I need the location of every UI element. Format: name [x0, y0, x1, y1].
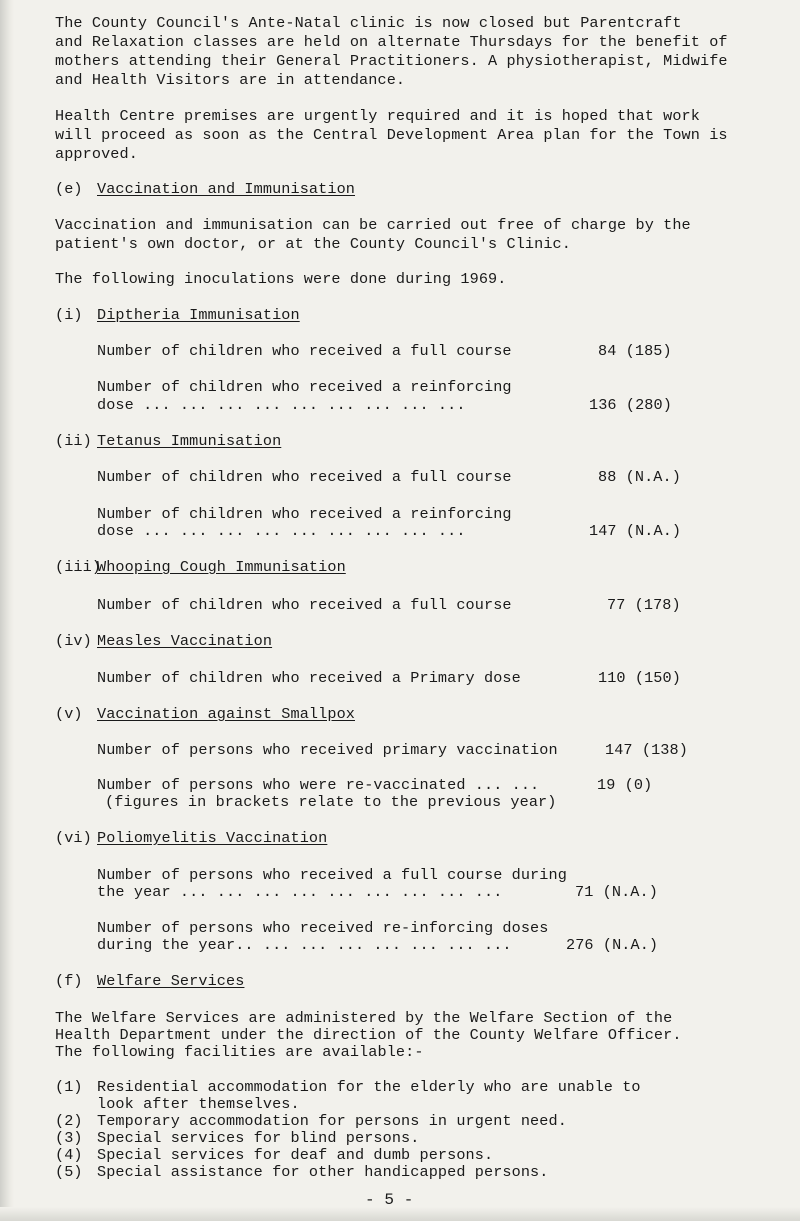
- row-value: 77 (178): [607, 596, 681, 615]
- page-number: - 5 -: [365, 1191, 414, 1209]
- row-value: 147 (138): [605, 741, 688, 760]
- page-shadow-left: [0, 0, 14, 1221]
- row-label: Number of children who received a full course: [97, 342, 512, 361]
- sub-v-marker: (v): [55, 705, 83, 724]
- list-item: Special services for blind persons.: [97, 1129, 420, 1148]
- section-e-paragraph-line: Vaccination and immunisation can be carried out free of charge by the: [55, 216, 691, 235]
- section-f-paragraph-line: The following facilities are available:-: [55, 1043, 424, 1062]
- section-e-heading: Vaccination and Immunisation: [97, 179, 355, 198]
- list-item: Special services for deaf and dumb persons.: [97, 1146, 494, 1165]
- list-item-number: (1): [55, 1077, 83, 1096]
- intro-line: and Health Visitors are in attendance.: [55, 70, 406, 89]
- section-f-paragraph-line: Health Department under the direction of the County Welfare Officer.: [55, 1025, 682, 1044]
- row-label: dose ... ... ... ... ... ... ... ... ...: [97, 395, 466, 414]
- sub-i-heading: Diptheria Immunisation: [97, 305, 300, 324]
- row-label: Number of children who received a full course: [97, 468, 512, 487]
- page-shadow-bottom: [0, 1207, 800, 1221]
- sub-vi-heading: Poliomyelitis Vaccination: [97, 829, 328, 848]
- row-label: during the year.. ... ... ... ... ... ... ...: [97, 936, 512, 955]
- list-item-number: (5): [55, 1163, 83, 1182]
- list-item: Temporary accommodation for persons in urgent need.: [97, 1111, 567, 1130]
- sub-i-marker: (i): [55, 305, 83, 324]
- row-label: dose ... ... ... ... ... ... ... ... ...: [97, 521, 466, 540]
- sub-iv-heading: Measles Vaccination: [97, 632, 273, 651]
- row-label: Number of children who received a reinforcing: [97, 504, 512, 523]
- row-label: Number of children who received a Primary dose: [97, 668, 521, 687]
- row-label: the year ... ... ... ... ... ... ... ... ...: [97, 882, 503, 901]
- list-item-number: (2): [55, 1111, 83, 1130]
- sub-ii-heading: Tetanus Immunisation: [97, 431, 282, 450]
- row-label: Number of persons who received re-inforcing doses: [97, 918, 549, 937]
- sub-iv-marker: (iv): [55, 632, 92, 651]
- row-label: Number of persons who were re-vaccinated ... ...: [97, 775, 540, 794]
- section-f-paragraph-line: The Welfare Services are administered by the Welfare Section of the: [55, 1008, 673, 1027]
- row-value: 84 (185): [598, 342, 672, 361]
- row-label: Number of persons who received a full course during: [97, 865, 567, 884]
- row-label: Number of persons who received primary vaccination: [97, 741, 558, 760]
- sub-v-heading: Vaccination against Smallpox: [97, 705, 355, 724]
- intro-line: and Relaxation classes are held on alternate Thursdays for the benefit of: [55, 32, 728, 51]
- list-item: Special assistance for other handicapped persons.: [97, 1163, 549, 1182]
- footnote: (figures in brackets relate to the previous year): [105, 792, 557, 811]
- section-e-paragraph-line: patient's own doctor, or at the County Council's Clinic.: [55, 235, 571, 254]
- premises-line: will proceed as soon as the Central Development Area plan for the Town is: [55, 126, 728, 145]
- sub-vi-marker: (vi): [55, 829, 92, 848]
- list-item-number: (3): [55, 1129, 83, 1148]
- list-item: Residential accommodation for the elderly who are unable to: [97, 1077, 641, 1096]
- row-value: 110 (150): [598, 668, 681, 687]
- sub-iii-marker: (iii): [55, 557, 102, 576]
- premises-line: approved.: [55, 145, 138, 164]
- row-value: 88 (N.A.): [598, 468, 681, 487]
- section-f-heading: Welfare Services: [97, 972, 245, 991]
- row-label: Number of children who received a reinforcing: [97, 378, 512, 397]
- intro-line: mothers attending their General Practitioners. A physiotherapist, Midwife: [55, 51, 728, 70]
- sub-ii-marker: (ii): [55, 431, 92, 450]
- row-label: Number of children who received a full course: [97, 596, 512, 615]
- section-f-marker: (f): [55, 972, 83, 991]
- list-item-number: (4): [55, 1146, 83, 1165]
- intro-line: The County Council's Ante-Natal clinic is now closed but Parentcraft: [55, 13, 682, 32]
- sub-iii-heading: Whooping Cough Immunisation: [97, 557, 346, 576]
- row-value: 136 (280): [589, 395, 672, 414]
- inoculations-intro: The following inoculations were done during 1969.: [55, 269, 507, 288]
- row-value: 276 (N.A.): [566, 936, 659, 955]
- section-e-marker: (e): [55, 179, 83, 198]
- row-value: 71 (N.A.): [575, 882, 658, 901]
- row-value: 147 (N.A.): [589, 521, 682, 540]
- list-item: look after themselves.: [97, 1094, 300, 1113]
- row-value: 19 (0): [597, 775, 653, 794]
- premises-line: Health Centre premises are urgently required and it is hoped that work: [55, 107, 700, 126]
